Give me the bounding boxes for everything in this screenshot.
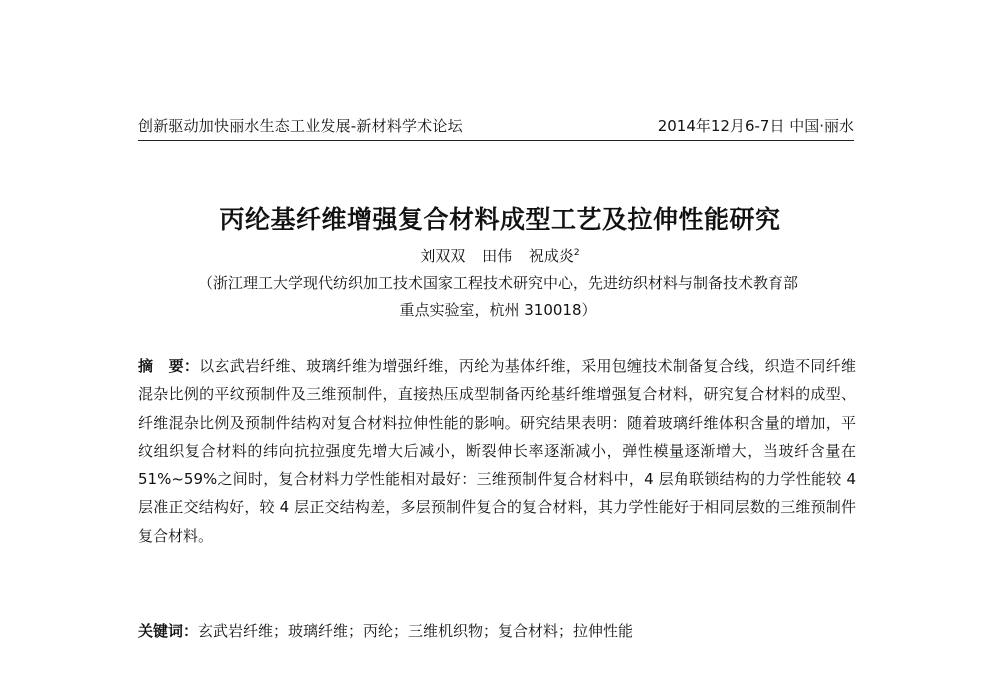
author-list xyxy=(0,245,1000,266)
keywords-label: 关键词： xyxy=(138,622,199,640)
abstract-paragraph xyxy=(138,352,856,550)
abstract-text: 以玄武岩纤维、玻璃纤维为增强纤维，丙纶为基体纤维，采用包缠技术制备复合线，织造不同纤维混杂比例的平纹预制件及三维预制件，直接热压成型制备丙纶基纤维增强复合材料，研究复合材料的成型、纤维混杂比例及预制件结构对复合材料拉伸性能的影响。研究结果表明：随着玻璃纤维体积含量的增加，平纹组织复合材料的纬向抗拉强度先增大后减小，断裂伸长率逐渐减小，弹性模量逐渐增大，当玻纤含量在 51%~59%之间时，复合材料力学性能相对最好：三维预制件复合材料中，4 层角联锁结构的力学性能较 4 层准正交结构好，较 4 层正交结构差，多层预制件复合的复合材料，其力学性能好于相同层数的三维预制件复合材料。 xyxy=(138,357,856,545)
paper-title: 丙纶基纤维增强复合材料成型工艺及拉伸性能研究 xyxy=(219,205,781,234)
author-superscript: 2 xyxy=(573,248,580,258)
keywords-line xyxy=(138,620,856,641)
author-names: 刘双双 田伟 祝成炎 xyxy=(420,247,574,265)
running-header xyxy=(138,112,854,141)
affiliation-line-2: 重点实验室，杭州 310018） xyxy=(399,301,597,319)
affiliation-line-1: （浙江理工大学现代纺织加工技术国家工程技术研究中心，先进纺织材料与制备技术教育部 xyxy=(197,274,798,292)
conference-date-location: 2014年12月6-7日 中国·丽水 xyxy=(657,117,854,135)
keywords-text: 玄武岩纤维；玻璃纤维；丙纶；三维机织物；复合材料；拉伸性能 xyxy=(198,622,634,640)
conference-name: 创新驱动加快丽水生态工业发展-新材料学术论坛 xyxy=(138,117,463,135)
abstract-label: 摘 要： xyxy=(138,357,200,375)
